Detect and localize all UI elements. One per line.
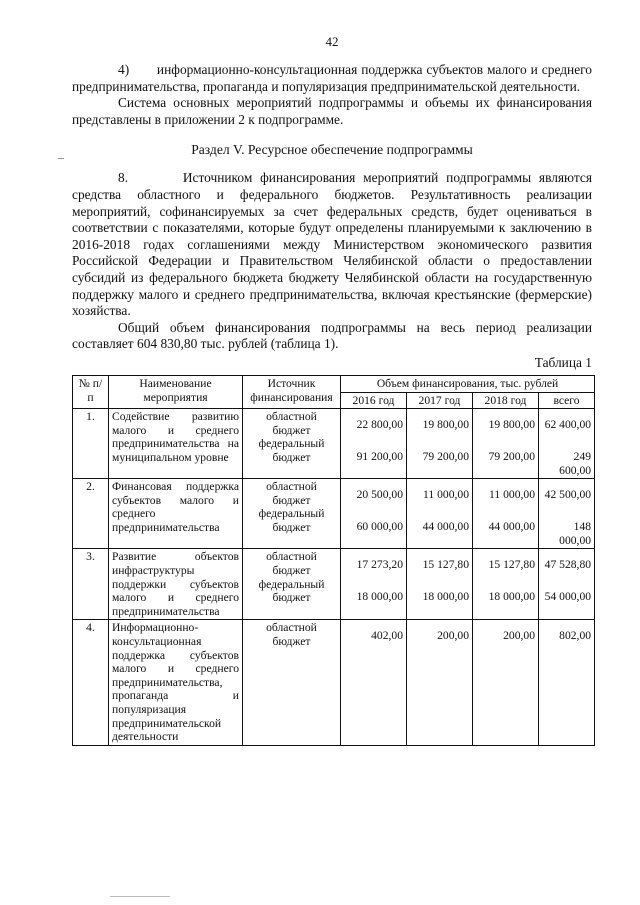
value-federal: 60 000,00 xyxy=(356,520,403,534)
source-regional: областной бюджет xyxy=(266,410,317,437)
source-federal: федеральный бюджет xyxy=(258,577,325,605)
row-2018 xyxy=(473,479,539,549)
value-regional: 15 127,80 xyxy=(488,558,535,572)
paragraph-item-8: 8. Источником финансирования мероприятий подпрограммы являются средства областного и федерального бюджетов. Результативность реализации мероприятий, софинансируемых за счет федеральных средств, будет оцениваться в соответствии с показателями, которые будут определены планируемыми к заключению в 2016-2018 годах соглашениями между Министерством экономического развития Российской Федерации и Правительством Челябинской области о предоставлении субсидий из федерального бюджета бюджету Челябинской области на государственную поддержку малого и среднего предпринимательства, включая крестьянские (фермерские) хозяйства. xyxy=(72,170,592,319)
row-2016 xyxy=(341,479,407,549)
row-total xyxy=(539,620,595,745)
value-regional: 47 528,80 xyxy=(544,558,592,572)
row-2017 xyxy=(407,549,473,620)
value-federal: 249 600,00 xyxy=(559,450,592,477)
header-total: всего xyxy=(539,392,595,409)
scan-mark xyxy=(110,896,170,897)
header-name: Наименование мероприятия xyxy=(109,375,243,408)
value-federal: 44 000,00 xyxy=(422,520,469,534)
row-2018 xyxy=(473,620,539,745)
row-num: 2. xyxy=(73,479,109,549)
value-federal: 18 000,00 xyxy=(356,590,403,604)
row-total xyxy=(539,549,595,620)
row-total xyxy=(539,409,595,479)
paragraph-total: Общий объем финансирования подпрограммы на весь период реализации составляет 604 830,80 тыс. рублей (таблица 1). xyxy=(72,319,592,352)
section-title: Раздел V. Ресурсное обеспечение подпрограммы xyxy=(191,142,473,158)
value-regional: 200,00 xyxy=(437,629,469,643)
value-federal: 91 200,00 xyxy=(356,450,403,464)
table-row xyxy=(73,620,595,745)
header-source: Источник финансирования xyxy=(243,375,341,408)
row-name: Финансовая поддержка субъектов малого и среднего предпринимательства xyxy=(109,479,243,549)
table-caption: Таблица 1 xyxy=(534,354,592,370)
row-total xyxy=(539,479,595,549)
table-row xyxy=(73,549,595,620)
source-regional: областной бюджет xyxy=(266,480,317,507)
value-federal: 18 000,00 xyxy=(422,590,469,604)
value-regional: 42 500,00 xyxy=(544,488,592,502)
paragraph-system: Система основных мероприятий подпрограммы и объемы их финансирования представлены в приложении 2 к подпрограмме. xyxy=(72,95,592,127)
table-row xyxy=(73,409,595,479)
table-header-row xyxy=(73,375,595,392)
source-regional: областной бюджет xyxy=(266,550,317,578)
value-federal: 148 000,00 xyxy=(559,520,592,547)
value-regional: 11 000,00 xyxy=(489,488,535,502)
row-sources xyxy=(243,479,341,549)
header-year-2018: 2018 год xyxy=(473,392,539,409)
row-sources xyxy=(243,620,341,745)
value-regional: 22 800,00 xyxy=(356,418,403,432)
row-2016 xyxy=(341,620,407,745)
row-num: 1. xyxy=(73,409,109,479)
value-federal: 54 000,00 xyxy=(544,590,592,604)
value-regional: 802,00 xyxy=(559,629,592,643)
row-name: Информационно-консультационная поддержка субъектов малого и среднего предпринимательства, пропаганда и популяризация предпринимательской деятельности xyxy=(109,620,243,745)
value-regional: 11 000,00 xyxy=(423,488,469,502)
value-federal: 44 000,00 xyxy=(488,520,535,534)
value-regional: 19 800,00 xyxy=(422,418,469,432)
row-name: Содействие развитию малого и среднего предпринимательства на муниципальном уровне xyxy=(109,409,243,479)
value-federal: 79 200,00 xyxy=(488,450,535,464)
row-sources xyxy=(243,549,341,620)
row-2018 xyxy=(473,409,539,479)
header-num: № п/п xyxy=(73,375,109,408)
row-2016 xyxy=(341,409,407,479)
row-num: 4. xyxy=(73,620,109,745)
row-name: Развитие объектов инфраструктуры поддержки субъектов малого и среднего предпринимательства xyxy=(109,549,243,620)
value-federal: 18 000,00 xyxy=(488,590,535,604)
row-num: 3. xyxy=(73,549,109,620)
page-number: 42 xyxy=(325,34,339,49)
value-regional: 17 273,20 xyxy=(356,558,403,572)
table-row xyxy=(73,479,595,549)
row-sources xyxy=(243,409,341,479)
source-regional: областной бюджет xyxy=(266,621,317,649)
value-regional: 19 800,00 xyxy=(488,418,535,432)
financing-table xyxy=(72,375,595,746)
row-2018 xyxy=(473,549,539,620)
row-2016 xyxy=(341,549,407,620)
paragraph-item-4: 4) информационно-консультационная поддержка субъектов малого и среднего предпринимательства, пропаганда и популяризация предпринимательской деятельности. xyxy=(72,62,592,94)
value-regional: 15 127,80 xyxy=(422,558,469,572)
header-volume: Объем финансирования, тыс. рублей xyxy=(341,375,595,392)
row-2017 xyxy=(407,620,473,745)
value-regional: 200,00 xyxy=(503,629,535,643)
source-federal: федеральный бюджет xyxy=(258,437,325,464)
row-2017 xyxy=(407,479,473,549)
value-federal: 79 200,00 xyxy=(422,450,469,464)
header-year-2016: 2016 год xyxy=(341,392,407,409)
value-regional: 20 500,00 xyxy=(356,488,403,502)
margin-mark xyxy=(58,158,64,159)
row-2017 xyxy=(407,409,473,479)
header-year-2017: 2017 год xyxy=(407,392,473,409)
source-federal: федеральный бюджет xyxy=(258,507,325,535)
value-regional: 402,00 xyxy=(371,629,403,643)
value-regional: 62 400,00 xyxy=(544,418,592,432)
